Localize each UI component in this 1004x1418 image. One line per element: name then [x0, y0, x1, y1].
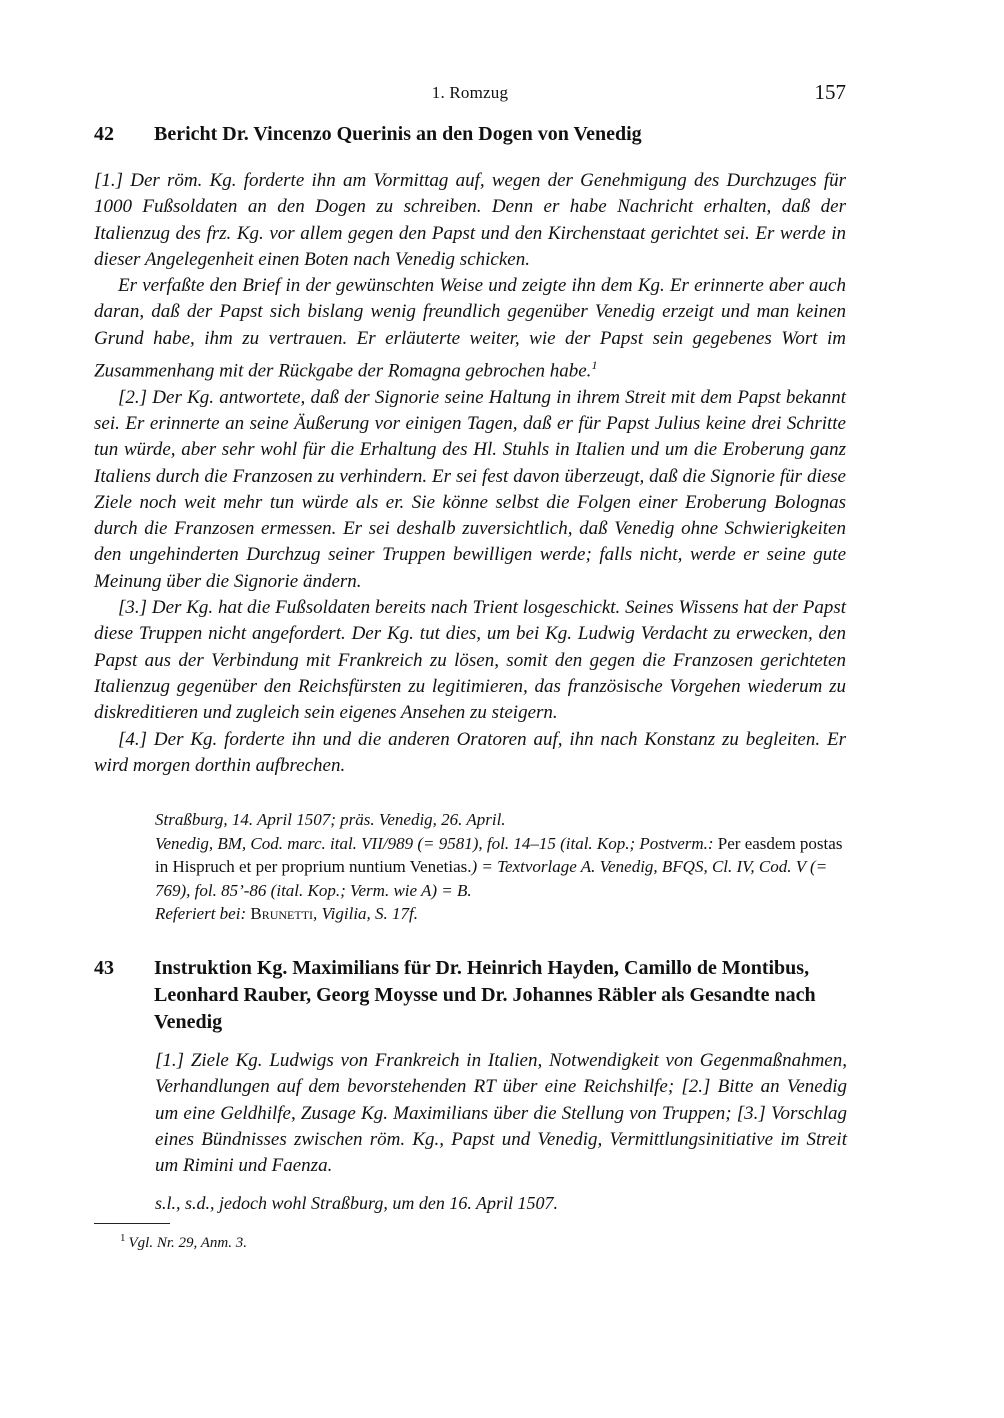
- footnote-number: 1: [120, 1232, 126, 1244]
- document-number: 42: [94, 123, 114, 145]
- source-reference: [155, 902, 847, 926]
- paragraph: [2.] Der Kg. antwortete, daß der Signorie seine Haltung in ihrem Streit mit dem Papst bekannt sei. Er erinnerte an seine Äußerung vor einigen Tagen, daß er für Papst Julius keine drei Schritte tun würde, aber sehr wohl für die Erhaltung des Hl. Stuhls in Italien und um die Eroberung ganz Italiens durch die Franzosen zu verhindern. Er sei fest davon überzeugt, daß die Signorie für diese Ziele noch weit mehr tun würde als er. Sie könne selbst die Folgen einer Eroberung Bolognas durch die Franzosen ermessen. Er sei deshalb zuversichtlich, daß Venedig ohne Schwierigkeiten den ungehinderten Durchzug seiner Truppen bewilligen werde; falls nicht, werde er seine gute Meinung über die Signorie ändern.: [94, 386, 846, 592]
- footnote-text: Vgl. Nr. 29, Anm. 3.: [128, 1235, 247, 1251]
- document-43-summary: [1.] Ziele Kg. Ludwigs von Frankreich in Italien, Notwendigkeit von Gegenmaßnahmen, Verhandlungen auf dem bevorstehenden RT über eine Reichshilfe; [2.] Bitte an Venedig um eine Geldhilfe, Zusage Kg. Maximilians über die Stellung von Truppen; [3.] Vorschlag eines Bündnisses zwischen röm. Kg., Papst und Venedig, Vermittlungsinitiative im Streit um Rimini und Faenza.: [155, 1050, 847, 1177]
- running-title: 1. Romzug: [431, 83, 509, 102]
- paragraph-text: Er verfaßte den Brief in der gewünschten Weise und zeigte ihn dem Kg. Er erinnerte aber auch daran, daß der Papst sich bislang wenig freundlich gegenüber Venedig erzeigt und man keinen Grund habe, ihm zu vertrauen. Er erläuterte weiter, wie der Papst sein gegebenes Wort im Zusammenhang mit der Rückgabe der Romagna gebrochen habe.: [94, 275, 846, 382]
- document-title: Bericht Dr. Vincenzo Querinis an den Dogen von Venedig: [154, 123, 642, 145]
- document-title: Instruktion Kg. Maximilians für Dr. Heinrich Hayden, Camillo de Montibus, Leonhard Rauber, Georg Moysse und Dr. Johannes Räbler als Gesandte nach Venedig: [154, 957, 816, 1033]
- paragraph: [1.] Der röm. Kg. forderte ihn am Vormittag auf, wegen der Genehmigung des Durchzuges für 1000 Fußsoldaten an den Dogen zu schreiben. Denn er habe Nachricht erhalten, daß der Italienzug des frz. Kg. vor allem gegen den Papst und den Kirchenstaat gerichtet sei. Er werde in dieser Angelegenheit einen Boten nach Venedig schicken.: [94, 170, 846, 270]
- footnote-divider: [94, 1223, 170, 1224]
- document-number: 43: [94, 957, 114, 979]
- footnote: [120, 1232, 247, 1252]
- page-number: 157: [814, 80, 846, 104]
- manuscript-b: ) = Textvorlage A. Venedig, BFQS, Cl. IV, Cod. V (= 769), fol. 85’-86 (ital. Kop.; Verm. wie A) = B.: [155, 857, 828, 900]
- source-date: Straßburg, 14. April 1507; präs. Venedig, 26. April.: [155, 810, 506, 829]
- postvermerk-quote: Per easdem postas in Hispruch et per proprium nuntium Venetias.: [155, 833, 843, 876]
- paragraph: [94, 273, 846, 385]
- document-43-heading: [94, 955, 846, 1036]
- paragraph: [3.] Der Kg. hat die Fußsoldaten bereits nach Trient losgeschickt. Seines Wissens hat der Papst diese Truppen nicht angefordert. Der Kg. tut dies, um bei Kg. Ludwig Verdacht zu erwecken, den Papst aus der Verbindung mit Frankreich zu lösen, somit den gegen die Franzosen gerichteten Italienzug gegenüber den Reichsfürsten zu legitimieren, das französische Vorgehen wiederum zu diskreditieren und zugleich sein eigenes Ansehen zu steigern.: [94, 597, 846, 724]
- source-apparatus: [155, 808, 847, 926]
- document-42-body: [94, 168, 846, 779]
- document-42-heading: [94, 121, 846, 148]
- document-43-date: s.l., s.d., jedoch wohl Straßburg, um den 16. April 1507.: [155, 1193, 559, 1213]
- footnote-reference: 1: [591, 358, 598, 373]
- reference-prefix: Referiert bei:: [155, 904, 247, 923]
- source-manuscripts: [155, 832, 847, 903]
- manuscript-a: Venedig, BM, Cod. marc. ital. VII/989 (= 9581), fol. 14–15 (ital. Kop.; Postverm.:: [155, 833, 714, 853]
- paragraph: [4.] Der Kg. forderte ihn und die anderen Oratoren auf, ihn nach Konstanz zu begleiten. Er wird morgen dorthin aufbrechen.: [94, 728, 846, 776]
- reference-author: Brunetti: [250, 904, 314, 923]
- page-header: [94, 80, 846, 110]
- reference-work: , Vigilia, S. 17f.: [313, 904, 419, 923]
